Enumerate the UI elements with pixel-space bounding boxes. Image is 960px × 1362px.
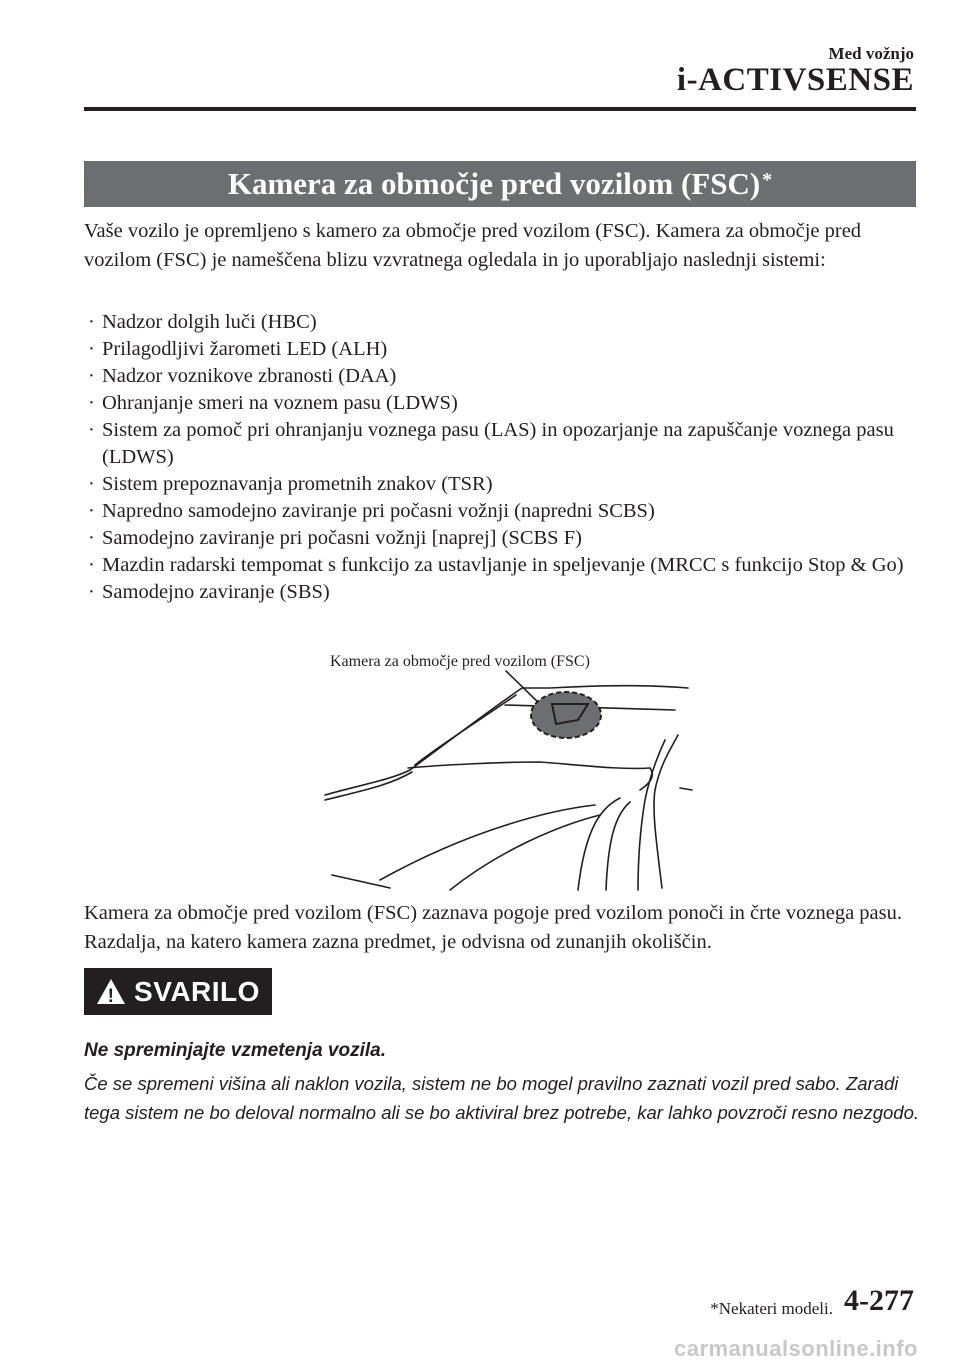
list-item	[84, 390, 916, 417]
page-number: 4-277	[844, 1284, 914, 1317]
list-item-text: Nadzor dolgih luči (HBC)	[102, 311, 317, 333]
list-item	[84, 552, 916, 579]
bullet-marker: ·	[88, 554, 95, 576]
list-item	[84, 471, 916, 498]
bullet-marker: ·	[88, 581, 95, 603]
header-section-title: Med vožnjo	[828, 44, 914, 63]
camera-highlight-area	[531, 692, 601, 738]
list-item	[84, 417, 916, 471]
caption-paragraph: Kamera za območje pred vozilom (FSC) zaznava pogoje pred vozilom ponoči in črte voznega pasu. Razdalja, na katero kamera zazna predmet, je odvisna od zunanjih okoliščin.	[84, 902, 903, 953]
list-item	[84, 579, 916, 606]
section-title-bar	[84, 161, 916, 207]
list-item	[84, 525, 916, 552]
list-item-text: Sistem za pomoč pri ohranjanju voznega pasu (LAS) in opozarjanje na zapuščanje voznega pasu (LDWS)	[102, 419, 894, 468]
list-item-text: Samodejno zaviranje (SBS)	[102, 581, 330, 603]
windshield-camera-illustration	[320, 640, 700, 895]
list-item	[84, 498, 916, 525]
intro-paragraph: Vaše vozilo je opremljeno s kamero za območje pred vozilom (FSC). Kamera za območje pred vozilom (FSC) je nameščena blizu vzvratnega ogledala in jo uporabljajo naslednji sistemi:	[84, 220, 862, 271]
list-item	[84, 309, 916, 336]
bullet-marker: ·	[88, 311, 95, 333]
list-item	[84, 363, 916, 390]
list-item-text: Mazdin radarski tempomat s funkcijo za ustavljanje in speljevanje (MRCC s funkcijo Stop & Go)	[102, 554, 904, 576]
header-chapter-title: i-ACTIVSENSE	[676, 62, 914, 98]
bullet-marker: ·	[88, 473, 95, 495]
list-item-text: Nadzor voznikove zbranosti (DAA)	[102, 365, 397, 387]
warning-title: Ne spreminjajte vzmetenja vozila.	[84, 1040, 387, 1061]
list-item-text: Samodejno zaviranje pri počasni vožnji [naprej] (SCBS F)	[102, 527, 582, 549]
model-availability-marker: *	[762, 168, 773, 191]
bullet-marker: ·	[88, 500, 95, 522]
list-item	[84, 336, 916, 363]
warning-badge	[84, 968, 272, 1015]
vehicle-outline	[325, 671, 692, 890]
list-item-text: Napredno samodejno zaviranje pri počasni vožnji (napredni SCBS)	[102, 500, 655, 522]
bullet-marker: ·	[88, 527, 95, 549]
system-list	[84, 309, 916, 606]
warning-triangle-icon	[96, 978, 126, 1005]
warning-badge-label: SVARILO	[134, 975, 260, 1007]
bullet-marker: ·	[88, 392, 95, 414]
list-item-text: Ohranjanje smeri na voznem pasu (LDWS)	[102, 392, 458, 414]
watermark: carmanualsonline.info	[674, 1336, 918, 1361]
warning-body: Če se spremeni višina ali naklon vozila, sistem ne bo mogel pravilno zaznati vozil pred sabo. Zaradi tega sistem ne bo deloval normalno ali se bo aktiviral brez potrebe, kar lahko povzroči resno nezgodo.	[84, 1073, 920, 1123]
header-rule	[84, 107, 916, 111]
bullet-marker: ·	[88, 338, 95, 360]
list-item-text: Prilagodljivi žarometi LED (ALH)	[102, 338, 388, 360]
bullet-marker: ·	[88, 419, 95, 441]
list-item-text: Sistem prepoznavanja prometnih znakov (TSR)	[102, 473, 493, 495]
warning-exclamation: !	[107, 986, 115, 1005]
section-title: Kamera za območje pred vozilom (FSC)	[227, 166, 761, 201]
bullet-marker: ·	[88, 365, 95, 387]
figure-label: Kamera za območje pred vozilom (FSC)	[330, 653, 590, 670]
footnote: *Nekateri modeli.	[710, 1299, 833, 1318]
